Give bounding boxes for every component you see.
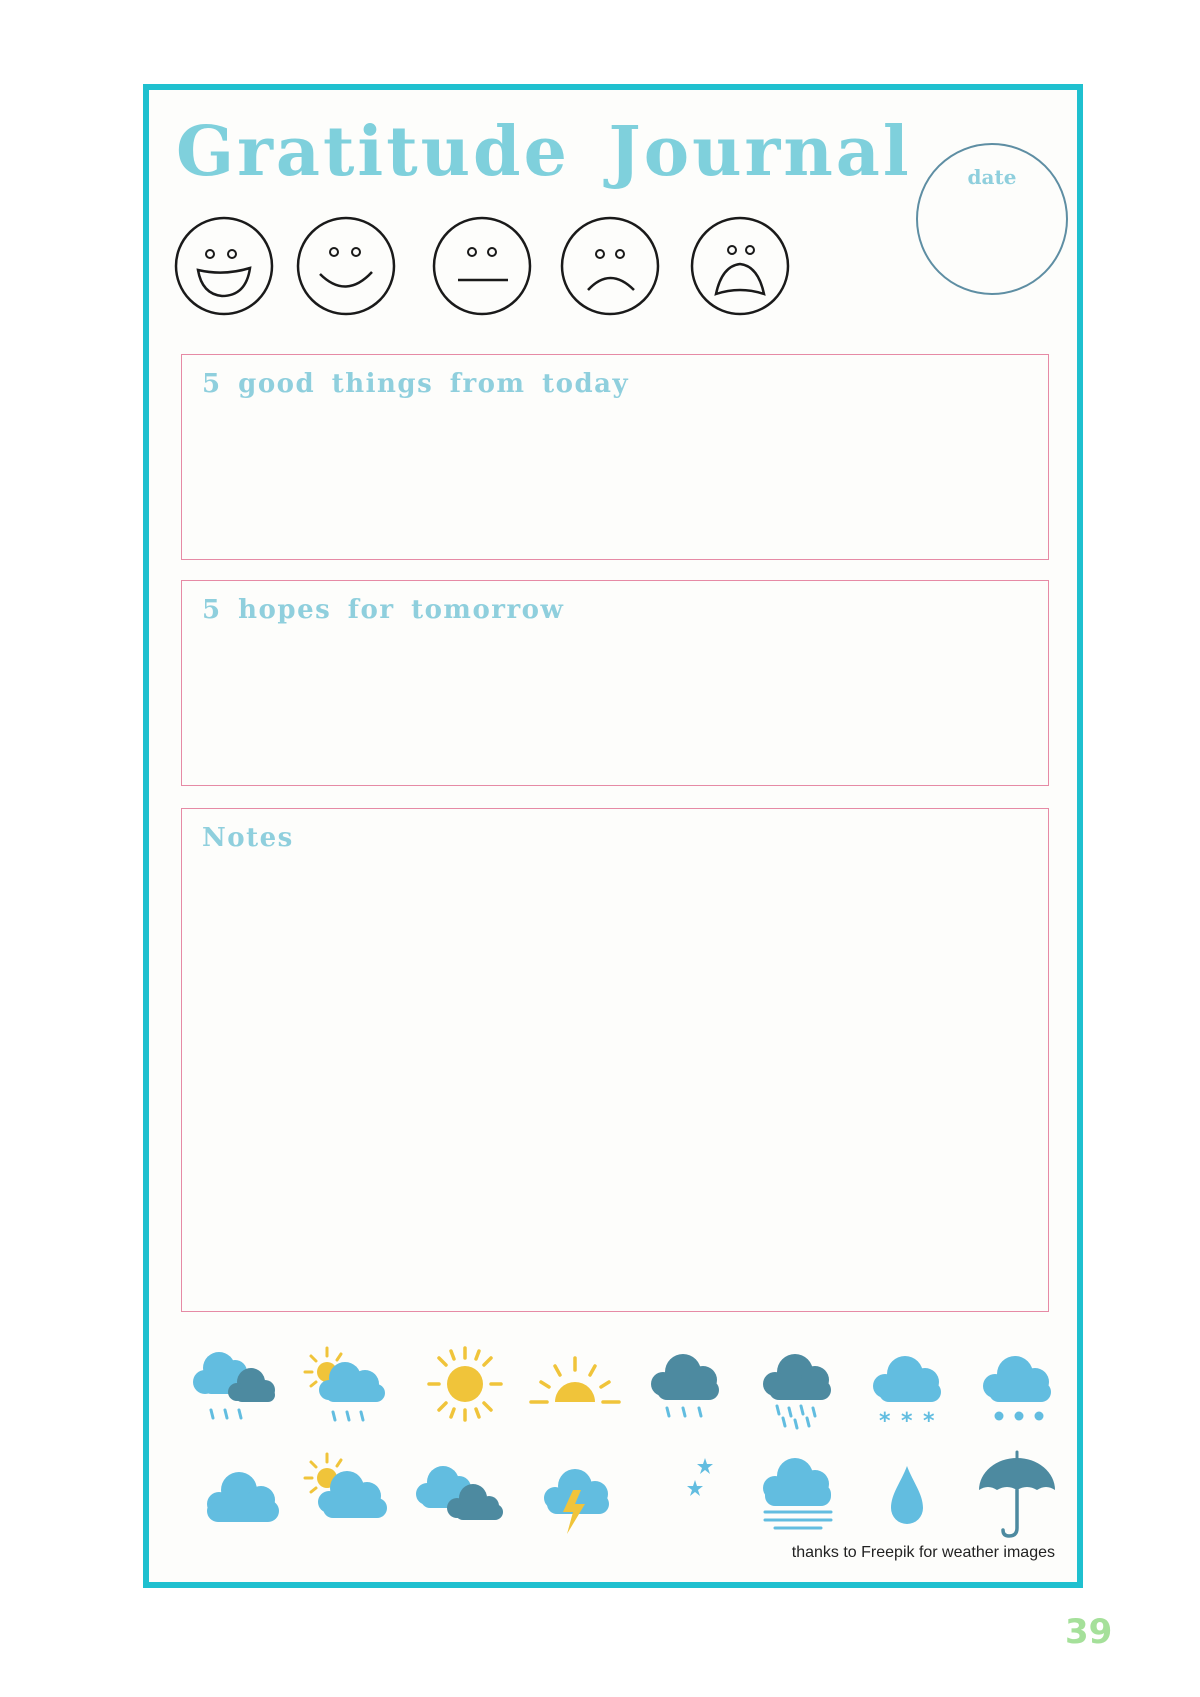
upset-face-icon[interactable] xyxy=(688,214,792,318)
sunrise-icon[interactable] xyxy=(525,1344,625,1434)
weather-selector xyxy=(189,1344,1049,1544)
partly-sunny-rain-icon[interactable] xyxy=(297,1344,397,1434)
page-title: Gratitude Journal xyxy=(176,112,912,192)
cloudy-icon[interactable] xyxy=(411,1452,511,1542)
cloud-rain-icon[interactable] xyxy=(189,1344,289,1434)
svg-text:*: * xyxy=(879,1409,891,1434)
svg-text:*: * xyxy=(923,1409,935,1434)
hopes-section xyxy=(181,580,1049,786)
cloud-icon[interactable] xyxy=(191,1456,291,1546)
umbrella-icon[interactable] xyxy=(967,1448,1067,1538)
hopes-label: 5 hopes for tomorrow xyxy=(202,595,565,625)
fog-icon[interactable] xyxy=(747,1448,847,1538)
date-label: date xyxy=(967,165,1017,189)
journal-page xyxy=(143,84,1083,1588)
date-field[interactable] xyxy=(916,143,1068,295)
good-things-writing-area[interactable] xyxy=(182,411,1048,559)
smiling-face-icon[interactable] xyxy=(294,214,398,318)
mood-selector xyxy=(172,214,832,324)
snow-icon[interactable] xyxy=(857,1344,957,1434)
dark-cloud-rain-icon[interactable] xyxy=(635,1344,735,1434)
svg-text:*: * xyxy=(901,1409,913,1434)
notes-section xyxy=(181,808,1049,1312)
raindrop-icon[interactable] xyxy=(857,1454,957,1544)
hopes-writing-area[interactable] xyxy=(182,637,1048,785)
neutral-face-icon[interactable] xyxy=(430,214,534,318)
notes-label: Notes xyxy=(202,823,294,853)
good-things-label: 5 good things from today xyxy=(202,369,630,399)
laughing-face-icon[interactable] xyxy=(172,214,276,318)
heavy-rain-icon[interactable] xyxy=(747,1344,847,1434)
image-credit: thanks to Freepik for weather images xyxy=(791,1544,1055,1561)
sun-icon[interactable] xyxy=(415,1344,515,1434)
notes-writing-area[interactable] xyxy=(182,865,1048,1311)
partly-sunny-icon[interactable] xyxy=(297,1450,397,1540)
page-number: 39 xyxy=(1065,1612,1113,1652)
good-things-section xyxy=(181,354,1049,560)
sad-face-icon[interactable] xyxy=(558,214,662,318)
moon-stars-icon[interactable] xyxy=(635,1450,735,1540)
hail-icon[interactable] xyxy=(967,1344,1067,1434)
thunderstorm-icon[interactable] xyxy=(525,1454,625,1544)
